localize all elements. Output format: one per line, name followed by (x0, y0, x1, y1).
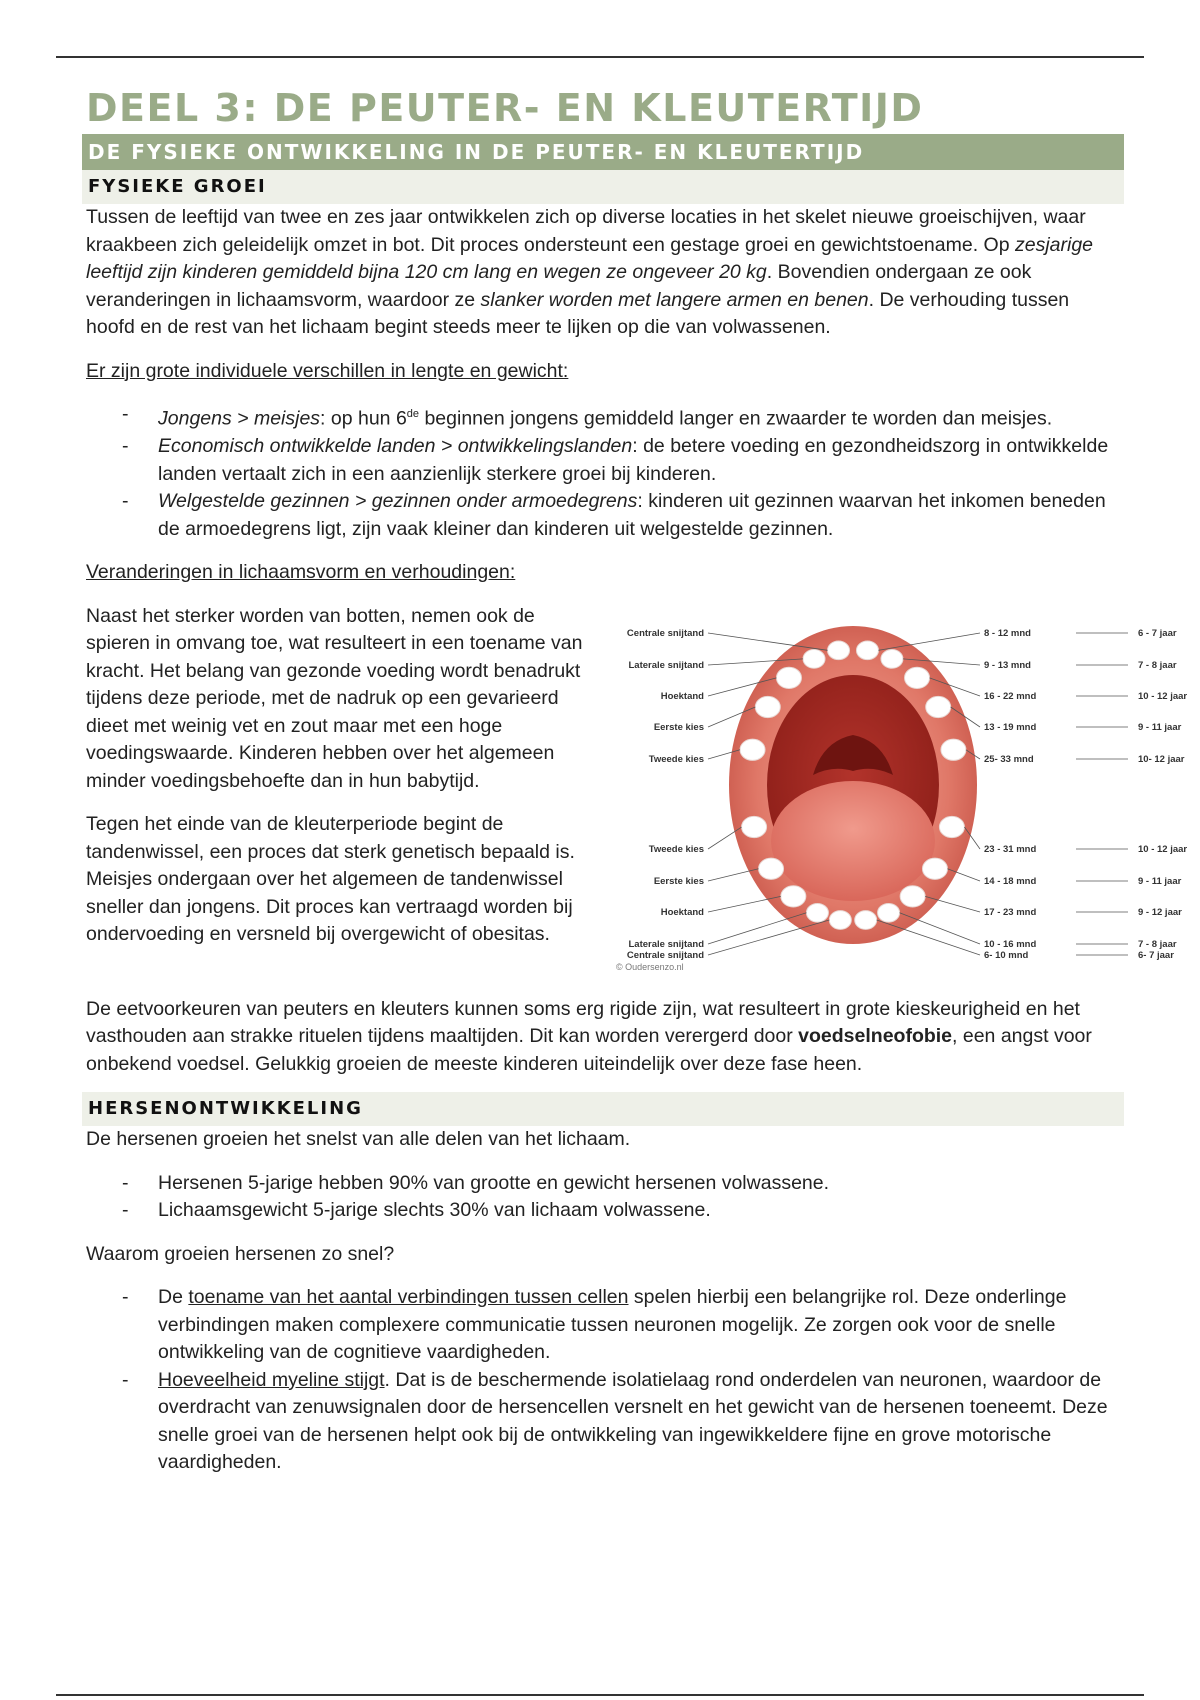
brain-question: Waarom groeien hersenen zo snel? (86, 1242, 395, 1265)
tooth-loss-age-label: 7 - 8 jaar (1138, 659, 1177, 671)
differences-list (86, 401, 1120, 543)
list-item: - Lichaamsgewicht 5-jarige slechts 30% van lichaam volwassene. (86, 1197, 1120, 1225)
eruption-age-label: 8 - 12 mnd (984, 627, 1031, 639)
eruption-age-label: 13 - 19 mnd (984, 721, 1037, 733)
eruption-age-label: 16 - 22 mnd (984, 690, 1037, 702)
list-item: - Welgestelde gezinnen > gezinnen onder armoedegrens: kinderen uit gezinnen waarvan het inkomen beneden de armoedegrens ligt, zijn vaak kleiner dan kinderen uit welgestelde gezinnen. (86, 488, 1120, 543)
tooth-loss-age-label: 6 - 7 jaar (1138, 627, 1177, 639)
food-preferences-paragraph: De eetvoorkeuren van peuters en kleuters kunnen soms erg rigide zijn, wat resulteert in grote kieskeurigheid en het vasthouden aan strakke rituelen tijdens maaltijden. Dit kan worden verergerd door voedselneofobie, een angst voor onbekend voedsel. Gelukkig groeien de meeste kinderen uiteindelijk over deze fase heen. (86, 997, 1092, 1075)
differences-heading: Er zijn grote individuele verschillen in lengte en gewicht: (86, 359, 569, 382)
eruption-age-label: 10 - 16 mnd (984, 938, 1037, 950)
tooth-name-label: Hoektand (660, 906, 704, 918)
tooth-loss-age-label: 9 - 11 jaar (1138, 875, 1182, 887)
tooth-loss-age-label: 10 - 12 jaar (1138, 690, 1188, 702)
eruption-age-label: 6- 10 mnd (984, 949, 1029, 961)
subheading-physical-growth: FYSIEKE GROEI (82, 170, 1124, 204)
tooth-name-label: Eerste kies (653, 721, 704, 733)
eruption-age-label: 9 - 13 mnd (984, 659, 1031, 671)
tooth-name-label: Centrale snijtand (626, 627, 704, 639)
list-item: - Economisch ontwikkelde landen > ontwikkelingslanden: de betere voeding en gezondheidszorg in ontwikkelde landen vertaalt zich in een aanzienlijk sterkere groei bij kinderen. (86, 433, 1120, 488)
tooth-name-label: Eerste kies (653, 875, 704, 887)
tooth-change-paragraph: Tegen het einde van de kleuterperiode begint de tandenwissel, een proces dat sterk genetisch bepaald is. Meisjes ondergaan over het algemeen de tandenwissel sneller dan jongens. Dit proces kan vertraagd worden bij ondervoeding en versneld bij overgewicht of obesitas. (86, 813, 575, 945)
figure-credit: © Oudersenzo.nl (616, 961, 684, 972)
tongue (771, 781, 935, 901)
tooth-name-label: Hoektand (660, 690, 704, 702)
brain-intro: De hersenen groeien het snelst van alle delen van het lichaam. (86, 1128, 631, 1150)
list-item: - Jongens > meisjes: op hun 6de beginnen jongens gemiddeld langer en zwaarder te worden dan meisjes. (86, 401, 1120, 433)
tooth-loss-age-label: 10 - 12 jaar (1138, 843, 1188, 855)
bottom-rule (56, 1694, 1144, 1696)
teeth-section (86, 603, 1188, 980)
list-item: - Hersenen 5-jarige hebben 90% van grootte en gewicht hersenen volwassene. (86, 1170, 1120, 1198)
eruption-age-label: 14 - 18 mnd (984, 875, 1037, 887)
top-rule (56, 56, 1144, 58)
tooth-loss-age-label: 10- 12 jaar (1138, 753, 1185, 765)
eruption-age-label: 17 - 23 mnd (984, 906, 1037, 918)
teeth-diagram (608, 603, 1200, 975)
section-heading-physical: DE FYSIEKE ONTWIKKELING IN DE PEUTER- EN KLEUTERTIJD (82, 134, 1124, 170)
tooth-loss-age-label: 9 - 12 jaar (1138, 906, 1182, 918)
brain-facts-list (86, 1170, 1120, 1225)
tooth-name-label: Tweede kies (648, 843, 704, 855)
muscles-paragraph: Naast het sterker worden van botten, nemen ook de spieren in omvang toe, wat resulteert in een toename van kracht. Het belang van gezonde voeding wordt benadrukt tijdens deze periode, met de nadruk op een gevarieerd dieet met weinig vet en zout maar met een hoge voedingswaarde. Kinderen hebben over het algemeen minder voedingsbehoefte dan in hun babytijd. (86, 604, 583, 792)
tooth-loss-age-label: 9 - 11 jaar (1138, 721, 1182, 733)
tooth-loss-age-label: 7 - 8 jaar (1138, 938, 1177, 950)
subheading-brain-development: HERSENONTWIKKELING (82, 1092, 1124, 1126)
list-item: - De toename van het aantal verbindingen tussen cellen spelen hierbij een belangrijke rol. Deze onderlinge verbindingen maken complexere communicatie tussen neuronen mogelijk. Ze zorgen ook voor de snelle ontwikkeling van de cognitieve vaardigheden. (86, 1284, 1120, 1367)
eruption-age-label: 25- 33 mnd (984, 753, 1034, 765)
body-shape-heading: Veranderingen in lichaamsvorm en verhoudingen: (86, 561, 516, 583)
tooth-name-label: Centrale snijtand (626, 949, 704, 961)
tooth-name-label: Laterale snijtand (628, 938, 704, 950)
document-page (86, 82, 1188, 1477)
list-item: - Hoeveelheid myeline stijgt. Dat is de beschermende isolatielaag rond onderdelen van neuronen, waardoor de overdracht van zenuwsignalen door de hersencellen versnelt en het gewicht van de hersenen toeneemt. Deze snelle groei van de hersenen helpt ook bij de ontwikkeling van ingewikkeldere fijne en grove motorische vaardigheden. (86, 1367, 1120, 1477)
tooth-loss-age-label: 6- 7 jaar (1138, 949, 1174, 961)
page-title: DEEL 3: DE PEUTER- EN KLEUTERTIJD (86, 86, 924, 130)
brain-reasons-list (86, 1284, 1120, 1477)
tooth-name-label: Laterale snijtand (628, 659, 704, 671)
eruption-age-label: 23 - 31 mnd (984, 843, 1037, 855)
tooth-name-label: Tweede kies (648, 753, 704, 765)
growth-paragraph: Tussen de leeftijd van twee en zes jaar ontwikkelen zich op diverse locaties in het skelet nieuwe groeischijven, waar kraakbeen zich geleidelijk omzet in bot. Dit proces ondersteunt een gestage groei en gewichtstoename. Op zesjarige leeftijd zijn kinderen gemiddeld bijna 120 cm lang en wegen ze ongeveer 20 kg. Bovendien ondergaan ze ook veranderingen in lichaamsvorm, waardoor ze slanker worden met langere armen en benen. De verhouding tussen hoofd en de rest van het lichaam begint steeds meer te lijken op die van volwassenen. (86, 206, 1094, 338)
